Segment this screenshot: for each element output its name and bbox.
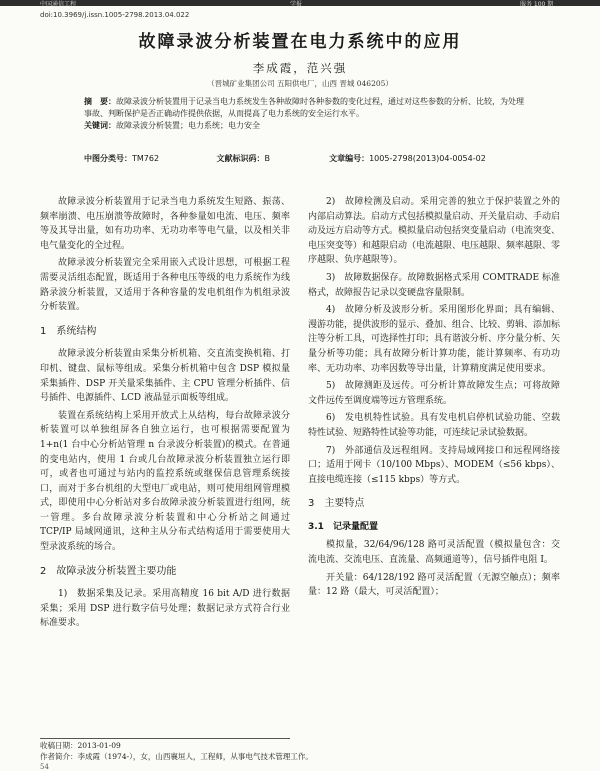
section-3-1-heading: 3.1 记录量配置 xyxy=(308,521,378,532)
page-number: 54 xyxy=(40,763,49,771)
doi: doi:10.3969/j.issn.1005-2798.2013.04.022 xyxy=(40,11,190,19)
classification-row xyxy=(84,153,528,164)
right-column xyxy=(308,195,560,603)
header-right: 服务 100 期 xyxy=(520,1,554,8)
clc-label: 中图分类号： xyxy=(84,154,132,163)
doc-value: B xyxy=(264,154,271,163)
left-column xyxy=(40,195,290,634)
abstract xyxy=(84,96,528,120)
keywords-text: 故障录波分析装置；电力系统；电力安全 xyxy=(116,121,260,130)
abstract-label: 摘 要： xyxy=(84,97,116,106)
author-bio: 作者简介：李成霞（1974-），女，山西襄垣人，工程师，从事电气技术管理工作。 xyxy=(40,752,313,761)
header-left: 中国通信工程 xyxy=(40,1,77,8)
section-2-item-2: 2) 故障检测及启动。采用完善的独立于保护装置之外的内部启动算法。启动方式包括模拟量启动、开关量启动、手动启动及远方启动等方式。模拟量启动包括突变量启动（电流突变、电压突变等）和越限启动（电流越限、电压越限、频率越限、零序越限、负序越限等）。 xyxy=(308,197,561,266)
section-2-item-4: 4) 故障分析及波形分析。采用图形化界面；具有编辑、漫游功能，提供波形的显示、叠加、组合、比较、剪辑、添加标注等分析工具，可选择性打印；具有谐波分析、序分量分析、矢量分析等功能；具有故障分析计算功能，能计算频率、有功功率、无功功率、功率因数等导出量，计算精度满足使用要求。 xyxy=(308,305,561,374)
section-1-heading: 1 系统结构 xyxy=(40,325,97,337)
footnote-rule xyxy=(40,738,290,739)
intro-para-1: 故障录波分析装置用于记录当电力系统发生短路、振荡、频率崩溃、电压崩溃等故障时，各种参量如电流、电压、频率等及其导出量，如有功功率、无功功率等电气量，以及相关非电气量变化的全过程。 xyxy=(40,197,290,251)
doc-label: 文献标识码： xyxy=(216,154,265,163)
section-1-para-1: 故障录波分析装置由采集分析机箱、交直流变换机箱、打印机、键盘、鼠标等组成。采集分析机箱中包含 DSP 模拟量采集插件、DSP 开关量采集插件、主 CPU 管理分析插件、信号插件、电源插件、LCD 液晶显示面板等组成。 xyxy=(40,349,290,404)
section-2-item-3: 3) 故障数据保存。故障数据格式采用 COMTRADE 标准格式，故障报告记录以变硬盘容量限制。 xyxy=(308,272,560,298)
section-2-heading: 2 故障录波分析装置主要功能 xyxy=(40,565,177,577)
received-date: 收稿日期：2013-01-09 xyxy=(40,741,121,750)
authors: 李成霞，范兴强 xyxy=(252,61,348,75)
section-1-para-2: 装置在系统结构上采用开放式上从结构，每台故障录波分析装置可以单独组屏各自独立运行，也可根据需要配置为 1+n(1 台中心分析站管理 n 台录波分析装置)的模式。在普通的变电站内，使用 1 台或几台故障录波分析装置独立运行即可，或者也可通过与站内的监控系统或继保信息管理系统接口，而对于多台机组的大型电厂或电站，则可使用组网管理模式，即使用中心分析站对多台故障录波分析装置进行组网，统一管理。多台故障录波分析装置和中心分析站之间通过 TCP/IP 局域网通讯，这种主从分布式结构适用于需要使用大型录波系统的场合。 xyxy=(40,410,290,553)
section-3-1-para-1: 模拟量，32/64/96/128 路可灵活配置（模拟量包含：交流电流、交流电压、直流量、高频通道等），信号插件电阻 I。 xyxy=(308,540,560,566)
section-2-item-6: 6) 发电机特性试验。具有发电机启停机试验功能、空载特性试验、短路特性试验等功能，可连续记录试验数据。 xyxy=(308,413,560,438)
abstract-text: 故障录波分析装置用于记录当电力系统发生各种故障时各种参数的变化过程，通过对这些参数的分析、比较，为处理事故、判断保护是否正确动作提供依据，从而提高了电力系统的安全运行水平。 xyxy=(84,97,524,118)
keywords-label: 关键词： xyxy=(84,121,116,130)
section-2-item-7: 7) 外部通信及远程组网。支持局域网接口和远程网络接口；适用于网卡（10/100 Mbps）、MODEM（≤56 kbps）、直接电缆连接（≤115 kbps）等方式。 xyxy=(308,445,560,485)
section-2-item-5: 5) 故障测距及远传。可分析计算故障发生点；可将故障文件远传至调度端等远方管理系统。 xyxy=(308,381,560,406)
article-value: 1005-2798(2013)04-0054-02 xyxy=(369,154,486,163)
intro-para-2: 故障录波分析装置完全采用嵌入式设计思想，可根据工程需要灵活组态配置，既适用于各种电压等级的电力系统作为线路录波分析装置，又适用于各种容量的发电机组作为机组录波分析装置。 xyxy=(40,258,290,313)
clc-value: TM762 xyxy=(132,154,160,163)
section-3-heading: 3 主要特点 xyxy=(308,498,365,510)
paper-title: 故障录波分析装置在电力系统中的应用 xyxy=(138,32,462,52)
section-3-1-para-2: 开关量：64/128/192 路可灵活配置（无源空触点）；频率量：12 路（最大，可灵活配置）； xyxy=(308,572,560,598)
section-2-item-1: 1) 数据采集及记录。采用高精度 16 bit A/D 进行数据采集；采用 DSP 进行数字信号处理；数据记录方式符合行业标准要求。 xyxy=(40,589,290,629)
header-center: 学报 xyxy=(290,1,303,8)
keywords xyxy=(84,120,528,132)
abstract-block xyxy=(84,96,528,132)
journal-header-bar xyxy=(0,0,600,6)
affiliation: （晋城矿业集团公司 五阳供电厂，山西 晋城 046205） xyxy=(207,79,393,88)
article-label: 文章编号： xyxy=(329,154,370,163)
